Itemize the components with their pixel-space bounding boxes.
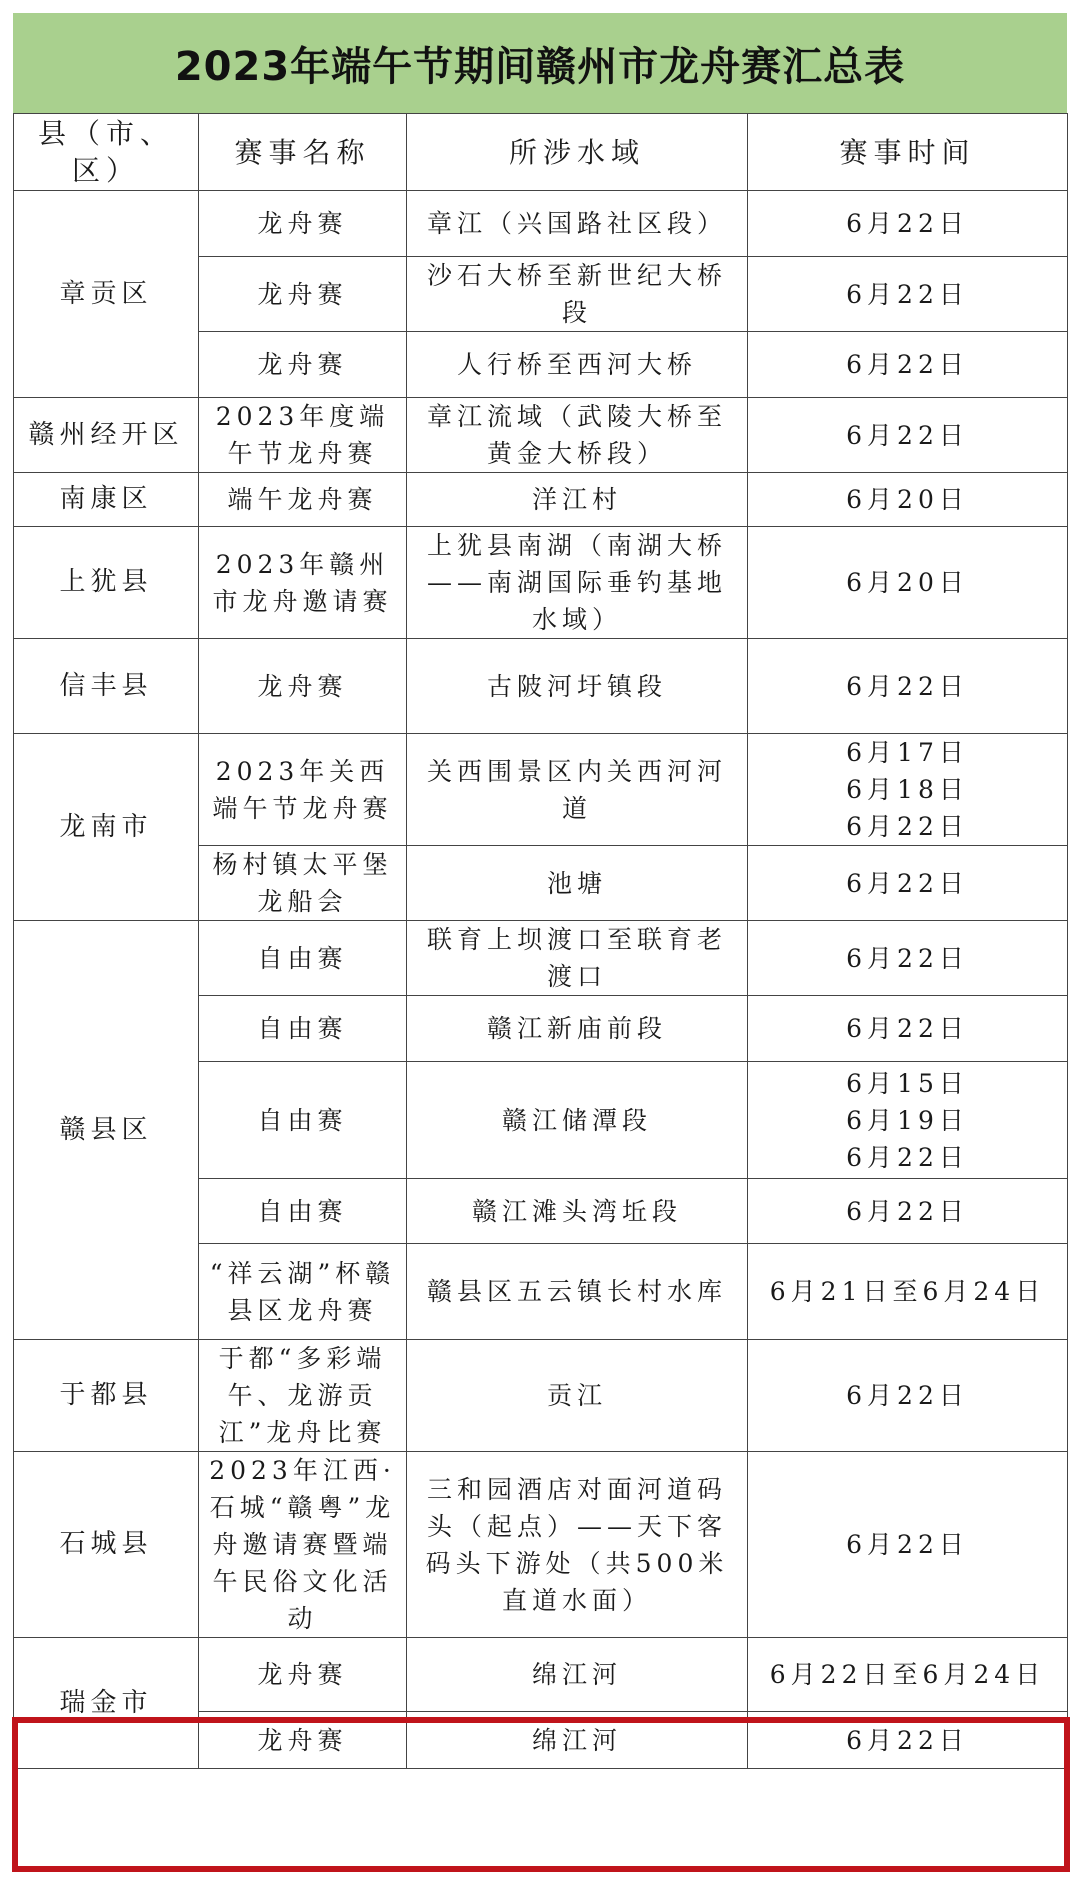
water-area-cell: 联育上坝渡口至联育老渡口 xyxy=(407,921,748,996)
water-area-cell: 赣江滩头湾坵段 xyxy=(407,1179,748,1244)
event-time-cell: 6月22日 xyxy=(748,996,1068,1062)
water-area-cell: 绵江河 xyxy=(407,1712,748,1769)
event-name-cell: 龙舟赛 xyxy=(199,257,407,332)
event-time-cell: 6月22日 xyxy=(748,332,1068,398)
event-name-cell: 2023年赣州市龙舟邀请赛 xyxy=(199,527,407,639)
table-row xyxy=(14,639,1068,734)
table-row xyxy=(14,398,1068,473)
event-name-cell: 2023年江西·石城“赣粤”龙舟邀请赛暨端午民俗文化活动 xyxy=(199,1452,407,1638)
table-body xyxy=(14,191,1068,1769)
county-cell: 石城县 xyxy=(14,1452,199,1638)
event-time-cell: 6月22日 xyxy=(748,921,1068,996)
event-time-cell: 6月20日 xyxy=(748,473,1068,527)
event-name-cell: 龙舟赛 xyxy=(199,1712,407,1769)
table-row xyxy=(14,527,1068,639)
county-cell: 南康区 xyxy=(14,473,199,527)
water-area-cell: 洋江村 xyxy=(407,473,748,527)
county-cell: 信丰县 xyxy=(14,639,199,734)
event-name-cell: 自由赛 xyxy=(199,1179,407,1244)
event-name-cell: 于都“多彩端午、龙游贡江”龙舟比赛 xyxy=(199,1340,407,1452)
event-time-cell: 6月22日 xyxy=(748,398,1068,473)
event-name-cell: 龙舟赛 xyxy=(199,332,407,398)
table-row xyxy=(14,1340,1068,1452)
county-cell: 赣州经开区 xyxy=(14,398,199,473)
water-area-cell: 关西围景区内关西河河道 xyxy=(407,734,748,846)
water-area-cell: 池塘 xyxy=(407,846,748,921)
event-name-cell: 自由赛 xyxy=(199,1062,407,1179)
page-title: 2023年端午节期间赣州市龙舟赛汇总表 xyxy=(13,13,1067,113)
water-area-cell: 上犹县南湖（南湖大桥——南湖国际垂钓基地水域） xyxy=(407,527,748,639)
event-time-cell: 6月21日至6月24日 xyxy=(748,1244,1068,1340)
event-name-cell: 杨村镇太平堡龙船会 xyxy=(199,846,407,921)
event-name-cell: “祥云湖”杯赣县区龙舟赛 xyxy=(199,1244,407,1340)
water-area-cell: 赣县区五云镇长村水库 xyxy=(407,1244,748,1340)
table-row xyxy=(14,734,1068,846)
table-row xyxy=(14,473,1068,527)
water-area-cell: 沙石大桥至新世纪大桥段 xyxy=(407,257,748,332)
event-time-cell: 6月22日 xyxy=(748,1712,1068,1769)
event-time-cell: 6月22日 xyxy=(748,846,1068,921)
event-name-cell: 2023年度端午节龙舟赛 xyxy=(199,398,407,473)
event-name-cell: 自由赛 xyxy=(199,921,407,996)
header-water-area: 所涉水域 xyxy=(407,114,748,191)
header-row xyxy=(14,114,1068,191)
event-name-cell: 自由赛 xyxy=(199,996,407,1062)
county-cell: 章贡区 xyxy=(14,191,199,398)
header-event-name: 赛事名称 xyxy=(199,114,407,191)
water-area-cell: 贡江 xyxy=(407,1340,748,1452)
event-time-cell: 6月22日 xyxy=(748,639,1068,734)
water-area-cell: 赣江新庙前段 xyxy=(407,996,748,1062)
event-name-cell: 龙舟赛 xyxy=(199,639,407,734)
table-row xyxy=(14,191,1068,257)
water-area-cell: 人行桥至西河大桥 xyxy=(407,332,748,398)
event-time-cell: 6月22日 xyxy=(748,1179,1068,1244)
water-area-cell: 古陂河圩镇段 xyxy=(407,639,748,734)
header-event-time: 赛事时间 xyxy=(748,114,1068,191)
water-area-cell: 章江流域（武陵大桥至黄金大桥段） xyxy=(407,398,748,473)
race-summary-table xyxy=(13,113,1068,1769)
county-cell: 龙南市 xyxy=(14,734,199,921)
event-time-cell: 6月22日 xyxy=(748,1340,1068,1452)
county-cell: 于都县 xyxy=(14,1340,199,1452)
county-cell: 上犹县 xyxy=(14,527,199,639)
event-name-cell: 龙舟赛 xyxy=(199,1638,407,1712)
event-time-cell: 6月17日 6月18日 6月22日 xyxy=(748,734,1068,846)
event-time-cell: 6月22日至6月24日 xyxy=(748,1638,1068,1712)
table-row xyxy=(14,921,1068,996)
water-area-cell: 绵江河 xyxy=(407,1638,748,1712)
table-row xyxy=(14,1452,1068,1638)
event-time-cell: 6月15日 6月19日 6月22日 xyxy=(748,1062,1068,1179)
water-area-cell: 赣江储潭段 xyxy=(407,1062,748,1179)
event-time-cell: 6月20日 xyxy=(748,527,1068,639)
water-area-cell: 章江（兴国路社区段） xyxy=(407,191,748,257)
table-row xyxy=(14,1638,1068,1712)
event-time-cell: 6月22日 xyxy=(748,1452,1068,1638)
header-county: 县（市、区） xyxy=(14,114,199,191)
event-time-cell: 6月22日 xyxy=(748,191,1068,257)
event-name-cell: 端午龙舟赛 xyxy=(199,473,407,527)
county-cell: 赣县区 xyxy=(14,921,199,1340)
event-name-cell: 2023年关西端午节龙舟赛 xyxy=(199,734,407,846)
event-name-cell: 龙舟赛 xyxy=(199,191,407,257)
water-area-cell: 三和园酒店对面河道码头（起点）——天下客码头下游处（共500米直道水面） xyxy=(407,1452,748,1638)
county-cell: 瑞金市 xyxy=(14,1638,199,1769)
event-time-cell: 6月22日 xyxy=(748,257,1068,332)
